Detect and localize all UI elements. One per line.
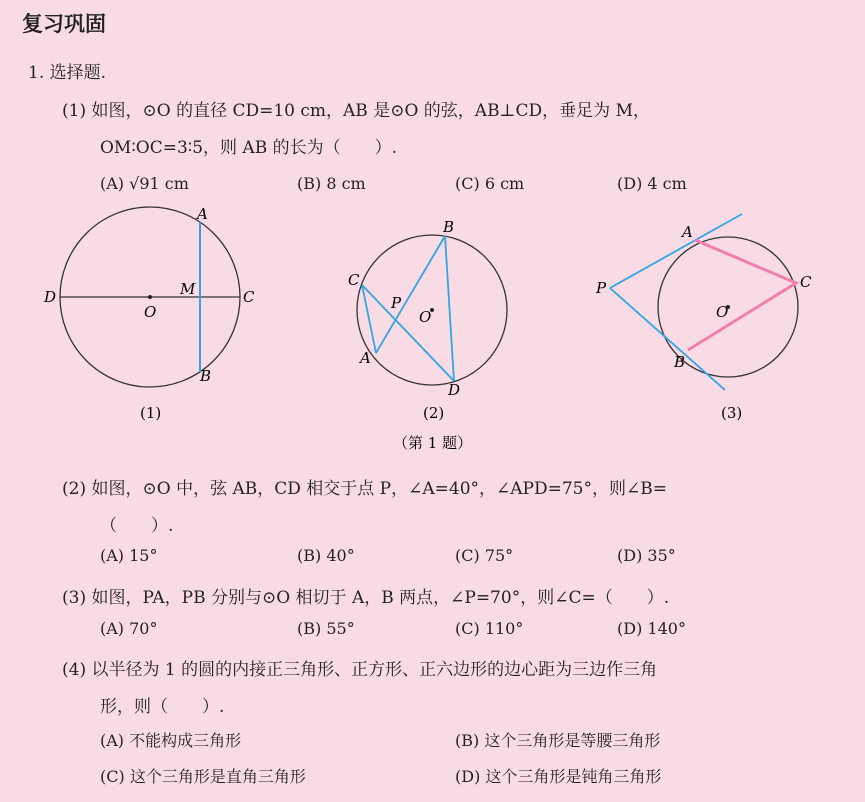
q4-line2: 形，则（ ）. (100, 697, 225, 717)
fig1-label-c: C (243, 288, 255, 306)
fig1-label-b: B (200, 367, 212, 385)
fig3-label-p: P (596, 279, 607, 297)
q2-line2: （ ）. (100, 516, 174, 536)
q2-option-b: (B) 40° (297, 546, 355, 565)
fig1-label-o: O (144, 303, 157, 321)
fig1-label-a: A (197, 205, 208, 223)
fig2-label-p: P (391, 294, 402, 312)
fig3-label-b: B (674, 353, 686, 371)
fig3-inscribed-angle (688, 240, 796, 350)
fig2-segment-bd (445, 236, 454, 381)
figures-panel (0, 205, 865, 465)
q4-option-b: (B) 这个三角形是等腰三角形 (455, 731, 661, 750)
q2-option-a: (A) 15° (100, 546, 158, 565)
fig2-label-a: A (360, 349, 371, 367)
fig3-label-c: C (800, 273, 812, 291)
fig3-label-o: O (716, 303, 729, 321)
q3-option-c: (C) 110° (455, 619, 524, 638)
q4-option-c: (C) 这个三角形是直角三角形 (100, 767, 306, 786)
fig1-center-dot (148, 295, 152, 299)
q4-option-a: (A) 不能构成三角形 (100, 731, 242, 750)
section-title: 复习巩固 (22, 12, 106, 36)
fig1-label-m: M (180, 280, 196, 298)
figures-caption: （第 1 题） (393, 434, 473, 452)
q1-option-d: (D) 4 cm (617, 174, 687, 193)
q3-line1: (3) 如图，PA，PB 分别与⊙O 相切于 A，B 两点，∠P=70°，则∠C=（ ）. (62, 588, 670, 608)
q1-option-c: (C) 6 cm (455, 174, 525, 193)
q2-option-d: (D) 35° (617, 546, 676, 565)
figure-3 (595, 214, 812, 422)
fig2-label-o: O (419, 308, 432, 326)
q1-option-a: (A) √91 cm (100, 174, 189, 193)
fig1-caption: (1) (140, 404, 162, 422)
q1-option-b: (B) 8 cm (297, 174, 366, 193)
q2-line1: (2) 如图，⊙O 中，弦 AB，CD 相交于点 P，∠A=40°，∠APD=75°，则∠B= (62, 479, 667, 499)
q1-line2: OM∶OC=3∶5，则 AB 的长为（ ）. (100, 138, 397, 158)
fig3-caption: (3) (721, 404, 743, 422)
fig1-label-d: D (44, 288, 57, 306)
q3-option-b: (B) 55° (297, 619, 355, 638)
figure-2 (348, 218, 507, 422)
question-heading: 1. 选择题. (28, 63, 107, 83)
fig3-label-a: A (682, 223, 693, 241)
fig2-caption: (2) (423, 404, 445, 422)
q4-option-d: (D) 这个三角形是钝角三角形 (455, 767, 662, 786)
fig2-label-b: B (443, 218, 455, 236)
figure-1 (43, 205, 255, 422)
q3-option-d: (D) 140° (617, 619, 686, 638)
q3-option-a: (A) 70° (100, 619, 158, 638)
fig2-label-d: D (448, 381, 461, 399)
q1-line1: (1) 如图，⊙O 的直径 CD=10 cm，AB 是⊙O 的弦，AB⊥CD，垂足为 M， (62, 101, 650, 121)
q2-option-c: (C) 75° (455, 546, 514, 565)
q4-line1: (4) 以半径为 1 的圆的内接正三角形、正方形、正六边形的边心距为三边作三角 (62, 660, 658, 680)
fig2-label-c: C (348, 271, 360, 289)
